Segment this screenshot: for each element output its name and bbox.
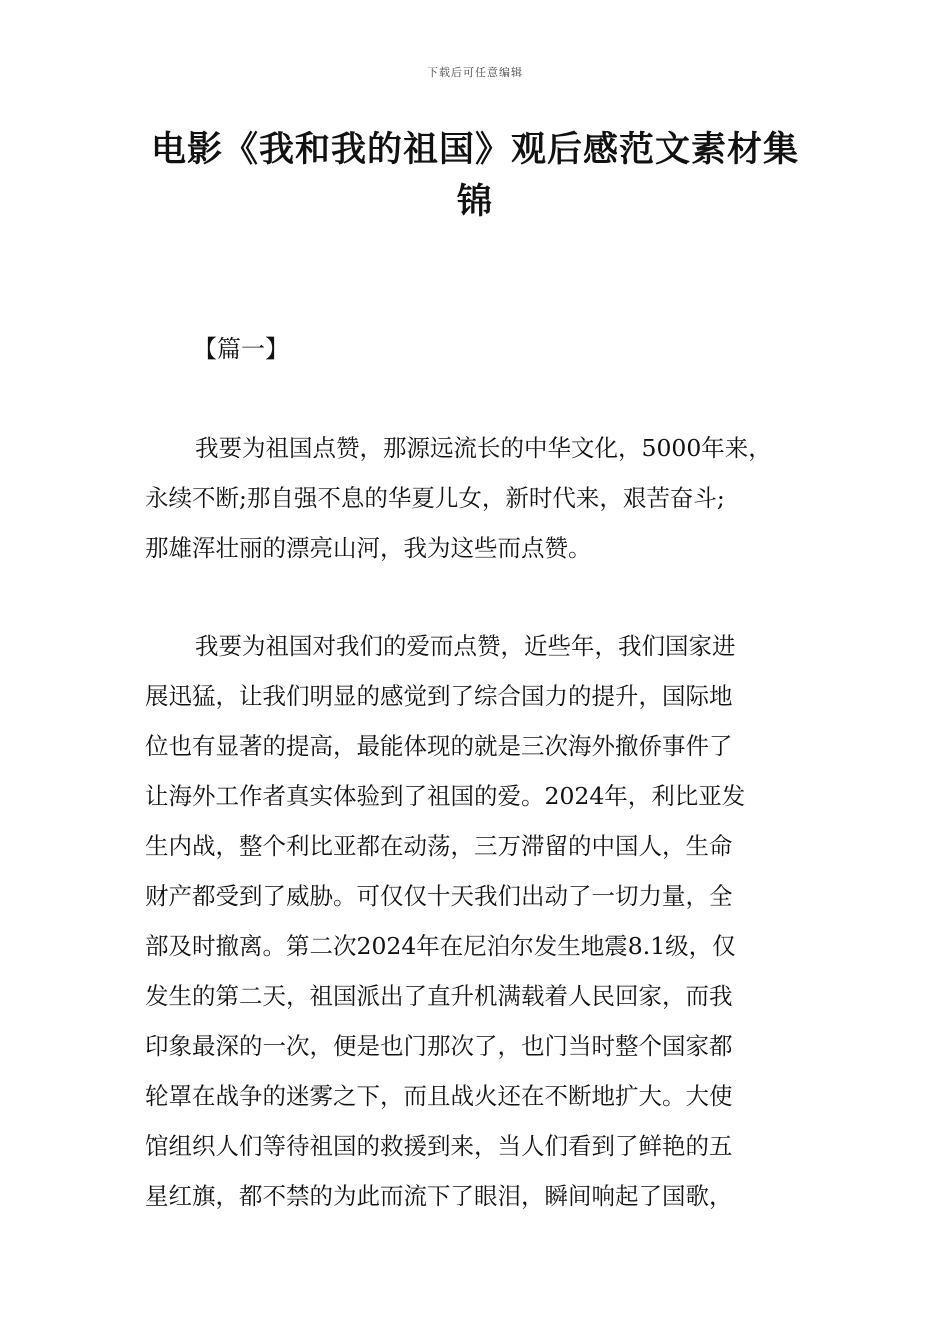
header-note: 下载后可任意编辑: [427, 66, 523, 79]
paragraph-line: 那雄浑壮丽的漂亮山河，我为这些而点赞。: [145, 534, 592, 562]
paragraph-line: 印象最深的一次，便是也门那次了，也门当时整个国家都: [145, 1032, 733, 1060]
paragraph-line: 我要为祖国点赞，那源远流长的中华文化，5000年来，: [195, 434, 772, 462]
paragraph-line: 永续不断;那自强不息的华夏儿女，新时代来，艰苦奋斗;: [145, 484, 725, 512]
paragraph-line: 让海外工作者真实体验到了祖国的爱。2024年，利比亚发: [145, 782, 746, 810]
paragraph-line: 馆组织人们等待祖国的救援到来，当人们看到了鲜艳的五: [145, 1132, 733, 1160]
paragraph-2: [145, 621, 835, 1221]
paragraph-line: 轮罩在战争的迷雾之下，而且战火还在不断地扩大。大使: [145, 1082, 733, 1110]
paragraph-line: 展迅猛，让我们明显的感觉到了综合国力的提升，国际地: [145, 682, 733, 710]
paragraph-line: 位也有显著的提高，最能体现的就是三次海外撤侨事件了: [145, 732, 733, 760]
section-label: 【篇一】: [193, 335, 289, 363]
paragraph-line: 部及时撤离。第二次2024年在尼泊尔发生地震8.1级，仅: [145, 932, 736, 960]
title-line-1: 电影《我和我的祖国》观后感范文素材集: [150, 130, 799, 170]
paragraph-line: 发生的第二天，祖国派出了直升机满载着人民回家，而我: [145, 982, 733, 1010]
paragraph-line: 财产都受到了威胁。可仅仅十天我们出动了一切力量，全: [145, 882, 733, 910]
document-title: [150, 124, 800, 228]
paragraph-1: [145, 423, 835, 573]
title-line-2: 锦: [456, 182, 493, 222]
paragraph-line: 我要为祖国对我们的爱而点赞，近些年，我们国家进: [195, 632, 736, 660]
paragraph-line: 生内战，整个利比亚都在动荡，三万滞留的中国人，生命: [145, 832, 733, 860]
paragraph-line: 星红旗，都不禁的为此而流下了眼泪，瞬间响起了国歌，: [145, 1182, 733, 1210]
